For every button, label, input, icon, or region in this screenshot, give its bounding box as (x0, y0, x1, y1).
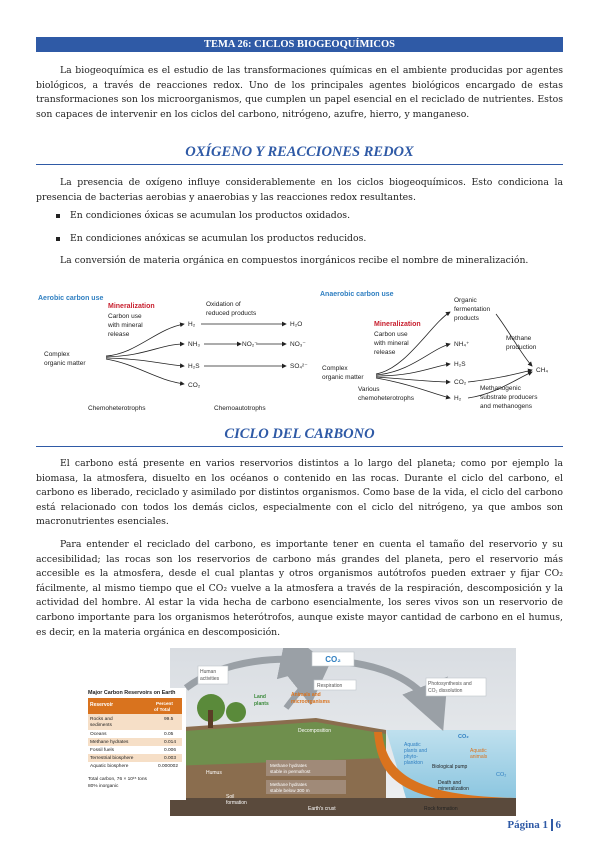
table-footnote: 80% inorganic (88, 784, 119, 789)
product-no3: NO₃⁻ (290, 341, 306, 348)
complex-organic-label: Complex (322, 365, 348, 372)
table-footnote: Total carbon, 76 × 10¹⁵ tons (88, 777, 147, 782)
complex-organic-label: organic matter (44, 360, 86, 367)
footer-label: Página (507, 819, 540, 831)
product-co2: CO₂ (454, 379, 467, 386)
section-heading-oxygen: OXÍGENO Y REACCIONES REDOX (185, 144, 414, 160)
aerobic-arrows (106, 324, 286, 384)
intro-paragraph: La biogeoquímica es el estudio de las transformaciones químicas en el ambiente producidas por agentes biológicos, a través de reacciones redox. Uno de los principales agentes biológicos encargado de estas transformaciones son los microorganismos, que cumplen un papel esencial en el reciclado de nutrientes. Estos son capaces de intervenir en los ciclos del carbono, nitrógeno, azufre, hierro, y manganeso. (36, 65, 563, 120)
percent-col-header: Percent (156, 701, 173, 706)
complex-organic-label: Complex (44, 351, 70, 358)
product-h2: H₂ (454, 395, 462, 402)
various-label: chemoheterotrophs (358, 395, 415, 402)
table-row: Oceans (90, 732, 107, 737)
bedrock (170, 798, 516, 816)
bullet-item (56, 232, 366, 246)
table-row: Terrestrial biosphere (90, 756, 134, 761)
product-h2s: H₂S (188, 363, 200, 370)
meth-300-label: stable below 300 m (270, 788, 310, 793)
soil-formation-label: Soil (226, 794, 235, 800)
aquatic-animals-label: Aquatic (470, 748, 487, 754)
oxygen-paragraph: La presencia de oxígeno influye considerablemente en los ciclos biogeoquímicos. Esto condiciona la presencia de bacterias aerobias y anaerobias y las reacciones redox resultantes. (36, 177, 563, 203)
section-heading-carbon: CICLO DEL CARBONO (224, 426, 375, 442)
product-no2: NO₂⁻ (242, 341, 258, 348)
respiration-label: Respiration (317, 683, 343, 689)
section-divider (36, 446, 563, 447)
chemoautotrophs-label: Chemoautotrophs (214, 405, 266, 412)
human-activities-label: activities (200, 676, 220, 682)
page-title: TEMA 26: CICLOS BIOGEOQUÍMICOS (36, 37, 563, 52)
earth-crust-label: Earth's crust (308, 806, 336, 812)
product-so4: SO₄²⁻ (290, 363, 308, 370)
tree-trunk (208, 710, 213, 728)
rock-formation-label: Rock formation (424, 806, 458, 812)
methanogenic-label: and methanogens (480, 403, 533, 410)
meth-300-label: Methane hydrates (270, 782, 307, 787)
carbon-use-label: Carbon use (108, 313, 142, 320)
methane-production-label: production (506, 344, 537, 351)
page-footer (507, 819, 561, 831)
aquatic-plants-label: plankton (404, 760, 423, 766)
photosynthesis-label: CO₂ dissolution (428, 688, 463, 694)
meth-perma-label: stable in permafrost (270, 769, 311, 774)
footer-separator (551, 819, 553, 831)
aerobic-title: Aerobic carbon use (38, 295, 104, 302)
table-cell-value: 99.5 (164, 717, 174, 722)
animals-label: microorganisms (291, 699, 330, 705)
co2-atmosphere-label: CO₂ (325, 655, 341, 664)
fermentation-label: Organic (454, 297, 477, 304)
aquatic-animals-label: animals (470, 754, 488, 760)
carbon-paragraph-2: Para entender el reciclado del carbono, es importante tener en cuenta el tamaño del reservorio y su accesibilidad; las rocas son los reservorios de carbono más grandes del planeta, pero el reservorio más accesible es la atmosfera, desde el cual plantas y otros organismos autótrofos pueden extraer y fijar CO₂ fácilmente, al mismo tiempo que el CO₂ vuelve a la atmosfera a través de la respiración, descomposición y la actividad del hombre. Al estar la vida hecha de carbono esencialmente, los seres vivos son un reservorio de carbono importante para los organismos heterótrofos, aunque existe mayor cantidad de carbono en el humus, es decir, en la materia orgánica en descomposición. (36, 539, 563, 638)
table-row: Fossil fuels (90, 748, 114, 753)
page-total: 6 (555, 819, 561, 831)
methanogenic-label: substrate producers (480, 394, 538, 401)
human-activities-label: Human (200, 669, 217, 675)
mineralization-label: Mineralization (108, 303, 155, 310)
land-plants-label: plants (254, 701, 269, 707)
table-row: Methane hydrates (90, 740, 129, 745)
product-co2: CO₂ (188, 382, 201, 389)
aquatic-plants-label: phyto- (404, 754, 418, 760)
decomposition-label: Decomposition (298, 728, 332, 734)
tree-icon (226, 702, 246, 722)
carbon-use-label: Carbon use (374, 331, 408, 338)
aquatic-plants-label: Aquatic (404, 742, 421, 748)
methanogenic-label: Methanogenic (480, 385, 521, 392)
percent-col-header: of Total (154, 707, 171, 712)
aquatic-plants-label: plants and (404, 748, 428, 754)
page-number: 1 (542, 819, 548, 831)
product-h2o: H₂O (290, 321, 303, 328)
table-cell-value: 0.006 (164, 748, 177, 753)
bullet-text: En condiciones óxicas se acumulan los productos oxidados. (70, 210, 351, 221)
table-row: sediments (90, 723, 112, 728)
oxidation-label: Oxidation of (206, 301, 241, 308)
various-label: Various (358, 386, 380, 393)
table-row: Rocks and (90, 717, 113, 722)
death-label: Death and (438, 780, 462, 786)
product-nh4: NH₄⁺ (454, 341, 470, 348)
fermentation-label: products (454, 315, 479, 322)
reservoir-col-header: Reservoir (90, 702, 114, 708)
carbon-use-figure (36, 284, 563, 414)
complex-organic-label: organic matter (322, 374, 364, 381)
carbon-use-label: release (108, 331, 130, 338)
humus-label: Humus (206, 770, 222, 776)
co2-deep-label: CO₂ (496, 772, 507, 778)
table-row: Aquatic biosphere (90, 764, 129, 769)
biological-pump-label: Biological pump (432, 764, 468, 770)
table-cell-value: 0.014 (164, 740, 177, 745)
soil-formation-label: formation (226, 800, 247, 806)
carbon-cycle-figure (86, 648, 516, 816)
bullet-icon (56, 214, 60, 218)
product-ch4: CH₄ (536, 367, 549, 374)
methane-production-label: Methane (506, 335, 532, 342)
section-divider (36, 164, 563, 165)
land-plants-label: Land (254, 694, 266, 700)
product-nh3: NH₃ (188, 341, 201, 348)
product-h2s: H₂S (454, 361, 466, 368)
co2-water-label: CO₂ (458, 734, 469, 740)
reservoir-table-title: Major Carbon Reservoirs on Earth (88, 690, 176, 696)
bullet-item (56, 209, 350, 223)
mineralization-paragraph: La conversión de materia orgánica en compuestos inorgánicos recibe el nombre de mineralización. (60, 255, 529, 266)
carbon-use-label: release (374, 349, 396, 356)
mineralization-label: Mineralization (374, 321, 421, 328)
oxidation-label: reduced products (206, 310, 257, 317)
bullet-icon (56, 237, 60, 241)
table-cell-value: 0.05 (164, 732, 174, 737)
table-cell-value: 0.003 (164, 756, 177, 761)
carbon-use-label: with mineral (108, 322, 143, 329)
meth-perma-label: Methane hydrates (270, 763, 307, 768)
table-cell-value: 0.000002 (158, 764, 179, 769)
death-label: mineralization (438, 786, 469, 792)
product-h2: H₂ (188, 321, 196, 328)
chemoheterotrophs-label: Chemoheterotrophs (88, 405, 146, 412)
fermentation-label: fermentation (454, 306, 491, 313)
anaerobic-title: Anaerobic carbon use (320, 291, 394, 298)
photosynthesis-label: Photosynthesis and (428, 681, 472, 687)
carbon-use-label: with mineral (374, 340, 409, 347)
bullet-text: En condiciones anóxicas se acumulan los productos reducidos. (70, 233, 367, 244)
animals-label: Animals and (291, 692, 321, 698)
carbon-paragraph-1: El carbono está presente en varios reservorios distintos a lo largo del planeta; como por ejemplo la biomasa, la atmosfera, disuelto en los océanos o contenido en las rocas. Durante el ciclo del carbono, el carbono es liberado, reciclado y asimilado por distintos organismos. Como base de la vida, el ciclo del carbono está relacionado con todos los demás ciclos, especialmente con el ciclo del nitrógeno, ya que ambos son macronutrientes esenciales. (36, 458, 563, 528)
